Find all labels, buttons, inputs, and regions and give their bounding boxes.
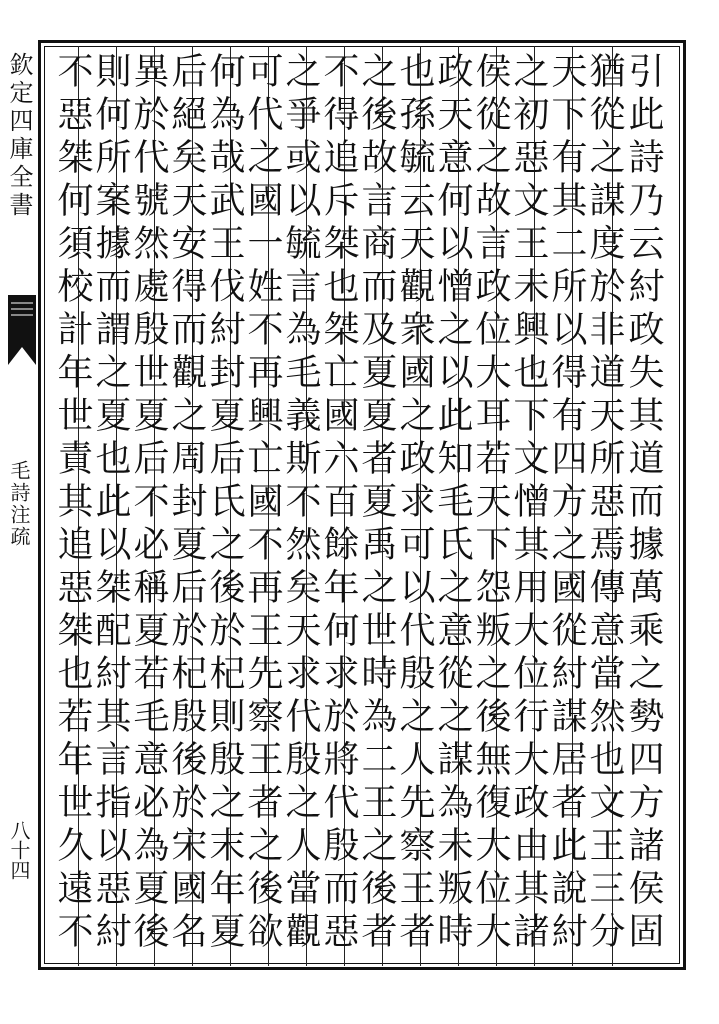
text-column-12: 何為哉武王伐紂封夏后氏之後於杞則殷之末年夏 xyxy=(204,52,245,955)
text-column-6: 政天意何以憎之以此知毛氏之意從之謀為未叛時 xyxy=(432,52,473,955)
text-column-9: 不得追斥桀也桀亡國六百餘年何求於將代殷而惡 xyxy=(318,52,359,955)
text-column-4: 之初惡文王未興也下文憎其用大位行大政由其諸 xyxy=(508,52,549,955)
text-column-8: 之後故言商而及夏夏者夏禹之世時為二王之後者 xyxy=(356,52,397,955)
text-column-2: 猶從之謀度於非道天所惡焉傳意當然也文王三分 xyxy=(584,52,625,955)
text-column-11: 可代之國一姓不再興亡國不再王先察王者之後欲 xyxy=(242,52,283,955)
text-column-5: 侯從之故言政位大耳若天下怨叛之後無復大位大 xyxy=(470,52,511,955)
binding-margin xyxy=(0,40,38,970)
page-number: 八十四 xyxy=(7,820,31,880)
text-column-3: 天下有其二所以得有四方之國從紂謀居者此說紂 xyxy=(546,52,587,955)
text-column-15: 則何所案據而謂之夏也此以桀配紂其言指以惡紂 xyxy=(90,52,131,955)
text-column-1: 引此詩乃云紂政失其道而據萬乘之勢四方諸侯固 xyxy=(623,52,664,955)
text-column-13: 后絕矣天安得而觀之周封夏后於杞殷後於宋國名 xyxy=(166,52,207,955)
section-title: 毛詩注疏 xyxy=(7,460,31,548)
text-column-14: 異於代號然處殷世夏后不必稱夏若毛意必為夏後 xyxy=(128,52,169,955)
text-column-10: 之爭或以毓言為毛義斯不然矣天求代殷之人當觀 xyxy=(280,52,321,955)
book-title: 欽定四庫全書 xyxy=(5,52,33,220)
fishtail-ornament-icon xyxy=(8,295,36,365)
text-column-7: 也孫毓云天觀衆國之政求可以代殷之人先察王者 xyxy=(394,52,435,955)
text-column-16: 不惡桀何須校計年世責其追惡桀也若年世久遠不 xyxy=(52,52,93,955)
